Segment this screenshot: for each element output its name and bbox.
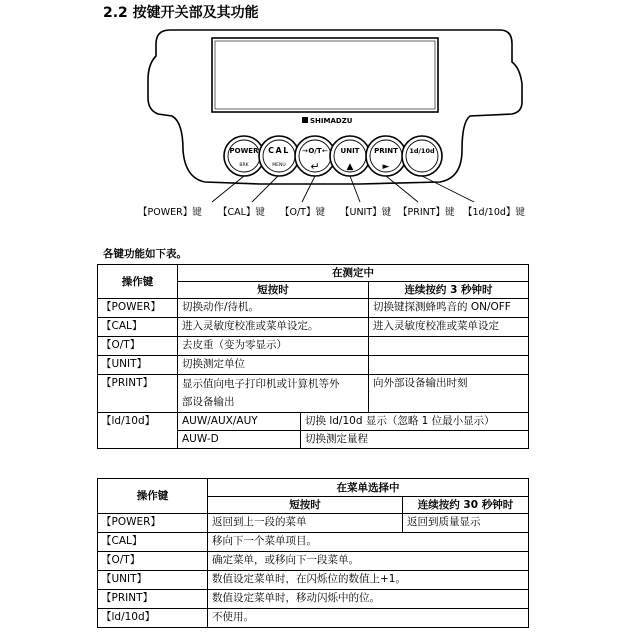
desc-cell: 数值设定菜单时，在闪烁位的数值上+1。 — [208, 571, 529, 590]
cal-button[interactable] — [259, 136, 299, 176]
1d-10d-button[interactable] — [402, 136, 442, 176]
key-cell: 【POWER】 — [98, 514, 208, 533]
long-cell: 切换键探测蜂鸣音的 ON/OFF — [369, 299, 529, 318]
svg-text:1d/10d: 1d/10d — [409, 147, 435, 155]
svg-text:O/T: O/T — [308, 147, 322, 155]
key-cell: 【POWER】 — [98, 299, 178, 318]
desc-cell: 切换测定量程 — [301, 431, 529, 449]
menu-mode-table — [97, 478, 529, 628]
print-button[interactable] — [366, 136, 406, 176]
print-key-label: 【PRINT】键 — [398, 207, 455, 218]
display-window — [212, 38, 438, 112]
svg-text:CAL: CAL — [268, 146, 290, 155]
key-cell: 【UNIT】 — [98, 571, 208, 590]
key-cell: 【O/T】 — [98, 337, 178, 356]
unit-button[interactable] — [330, 136, 370, 176]
key-cell: 【UNIT】 — [98, 356, 178, 375]
brand-logo-icon — [302, 117, 308, 123]
table-row — [98, 514, 529, 533]
measuring-mode-table — [97, 264, 529, 449]
key-cell: 【O/T】 — [98, 552, 208, 571]
table-row — [98, 609, 529, 628]
svg-text:MENU: MENU — [272, 163, 286, 168]
table-row — [98, 337, 529, 356]
short-cell: 去皮重（变为零显示） — [178, 337, 369, 356]
display-window-inner — [215, 41, 435, 109]
desc-cell: 确定菜单，或移向下一段菜单。 — [208, 552, 529, 571]
table-row — [98, 299, 529, 318]
1d-10d-key-label: 【1d/10d】键 — [463, 207, 525, 218]
table-row — [98, 356, 529, 375]
long-press-header: 连续按约 3 秒钟时 — [369, 282, 529, 299]
short-cell: 显示值向电子打印机或计算机等外 部设备输出 — [178, 375, 369, 413]
table-row — [98, 413, 529, 431]
right-arrow-icon: → — [302, 147, 308, 155]
up-triangle-icon: ▲ — [346, 162, 354, 172]
section-title: 2.2 按键开关部及其功能 — [103, 5, 259, 21]
model-cell: AUW/AUX/AUY — [178, 413, 301, 431]
desc-cell: 数值设定菜单时，移动闪烁中的位。 — [208, 590, 529, 609]
table-row — [98, 590, 529, 609]
model-cell: AUW-D — [178, 431, 301, 449]
table-row — [98, 375, 529, 413]
op-key-header: 操作键 — [98, 479, 208, 514]
unit-key-label: 【UNIT】键 — [340, 207, 392, 218]
power-button[interactable] — [224, 136, 264, 176]
short-cell: 返回到上一段的菜单 — [208, 514, 403, 533]
short-cell: 切换动作/待机。 — [178, 299, 369, 318]
ot-button[interactable] — [295, 136, 335, 176]
group-header: 在测定中 — [178, 265, 529, 282]
short-cell: 切换测定单位 — [178, 356, 369, 375]
desc-cell: 不使用。 — [208, 609, 529, 628]
key-cell: 【CAL】 — [98, 318, 178, 337]
long-press-header: 连续按约 30 秒钟时 — [403, 497, 529, 514]
table-row — [98, 318, 529, 337]
desc-cell: 切换 ld/10d 显示（忽略 1 位最小显示） — [301, 413, 529, 431]
short-press-header: 短按时 — [178, 282, 369, 299]
long-cell: 进入灵敏度校准或菜单设定 — [369, 318, 529, 337]
svg-text:BRK: BRK — [239, 163, 249, 168]
ot-key-label: 【O/T】键 — [280, 207, 325, 218]
long-cell: 返回到质量显示 — [403, 514, 529, 533]
op-key-header: 操作键 — [98, 265, 178, 299]
short-cell: 进入灵敏度校准或菜单设定。 — [178, 318, 369, 337]
right-triangle-icon: ► — [382, 162, 390, 172]
svg-text:POWER: POWER — [229, 147, 259, 155]
cal-key-label: 【CAL】键 — [218, 207, 265, 218]
short-press-header: 短按时 — [208, 497, 403, 514]
long-cell — [369, 337, 529, 356]
svg-text:UNIT: UNIT — [340, 147, 360, 155]
desc-cell: 移向下一个菜单项目。 — [208, 533, 529, 552]
long-cell — [369, 356, 529, 375]
table-row — [98, 533, 529, 552]
table-row — [98, 571, 529, 590]
table-row — [98, 552, 529, 571]
key-cell: 【ld/10d】 — [98, 413, 178, 449]
svg-text:PRINT: PRINT — [374, 147, 398, 155]
brand-name: SHIMADZU — [310, 117, 353, 125]
power-key-label: 【POWER】键 — [138, 207, 202, 218]
enter-icon: ↵ — [310, 160, 320, 173]
key-cell: 【CAL】 — [98, 533, 208, 552]
left-arrow-icon: ← — [322, 147, 328, 155]
group-header: 在菜单选择中 — [208, 479, 529, 497]
long-cell: 向外部设备输出时刻 — [369, 375, 529, 413]
table-intro: 各键功能如下表。 — [103, 248, 187, 260]
key-cell: 【ld/10d】 — [98, 609, 208, 628]
key-cell: 【PRINT】 — [98, 590, 208, 609]
key-cell: 【PRINT】 — [98, 375, 178, 413]
